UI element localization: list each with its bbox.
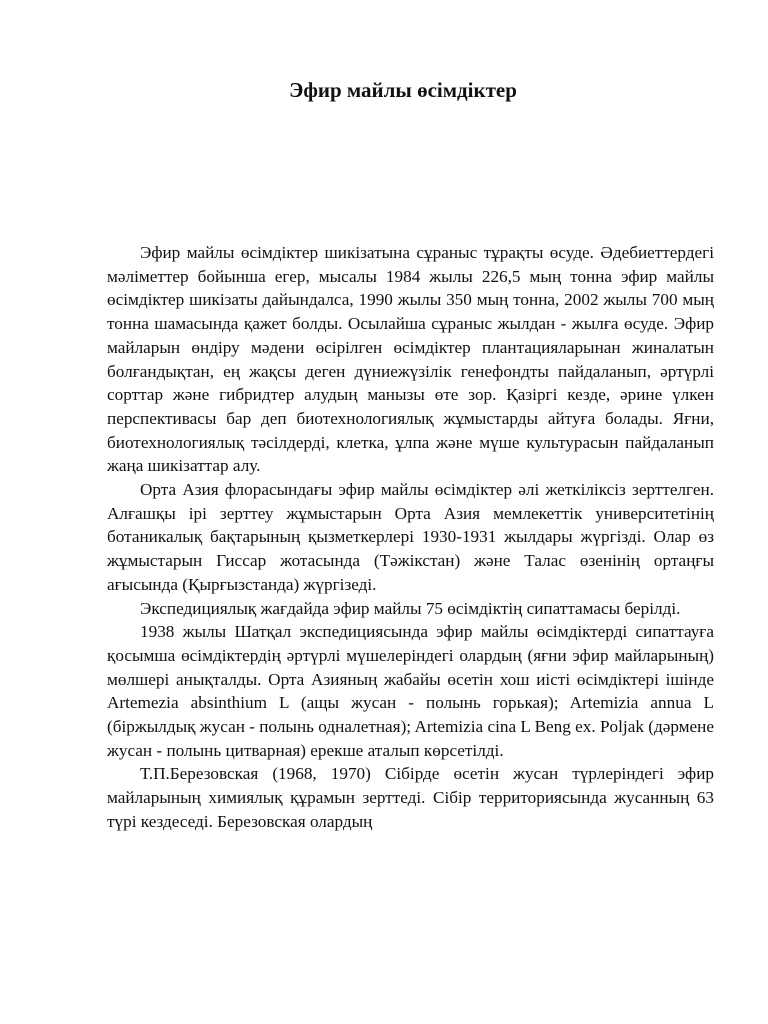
document-body: [107, 241, 714, 834]
paragraph-3: Экспедициялық жағдайда эфир майлы 75 өсімдіктің сипаттамасы берілді.: [140, 598, 681, 618]
document-title: Эфир майлы өсімдіктер: [289, 78, 517, 102]
paragraph-5: Т.П.Березовская (1968, 1970) Сібірде өсетін жусан түрлеріндегі эфир майларының химиялық құрамын зерттеді. Сібір территориясында жусанның 63 түрі кездеседі. Березовская олардың: [107, 764, 714, 831]
paragraph-4: 1938 жылы Шатқал экспедициясында эфир майлы өсімдіктерді сипаттауға қосымша өсімдіктердің әртүрлі мүшелеріндегі олардың (яғни эфир майларының) мөлшері анықталды. Орта Азияның жабайы өсетін хош иісті өсімдіктері ішінде Artemezia absinthium L (ащы жусан - полынь горькая); Artemizia annua L (біржылдық жусан - полынь одналетная); Artemizia cina L Beng ex. Poljak (дәрмене жусан - полынь цитварная) ерекше аталып көрсетілді.: [107, 622, 714, 760]
paragraph-1: Эфир майлы өсімдіктер шикізатына сұраныс тұрақты өсуде. Әдебиеттердегі мәліметтер бойынша егер, мысалы 1984 жылы 226,5 мың тонна эфир майлы өсімдіктер шикізаты дайындалса, 1990 жылы 350 мың тонна, 2002 жылы 700 мың тонна шамасында қажет болды. Осылайша сұраныс жылдан - жылға өсуде. Эфир майларын өндіру мәдени өсірілген өсімдіктер плантацияларынан жиналатын болғандықтан, ең жақсы деген дүниежүзілік генефондты пайдаланып, әртүрлі сорттар және гибридтер алудың манызы өте зор. Қазіргі кезде, әрине үлкен перспективасы бар деп биотехнологиялық жұмыстарды айтуға болады. Яғни, биотехнологиялық тәсілдерді, клетка, ұлпа және мүше культурасын пайдаланып жаңа шикізаттар алу.: [107, 243, 714, 476]
paragraph-2: Орта Азия флорасындағы эфир майлы өсімдіктер әлі жеткіліксіз зерттелген. Алғашқы ірі зерттеу жұмыстарын Орта Азия мемлекеттік университетінің ботаникалық бақтарының қызметкерлері 1930-1931 жылдары жүргізді. Олар өз жұмыстарын Гиссар жотасында (Тәжікстан) және Талас өзенінің ортаңғы ағысында (Қырғызстанда) жүргізеді.: [107, 480, 714, 594]
